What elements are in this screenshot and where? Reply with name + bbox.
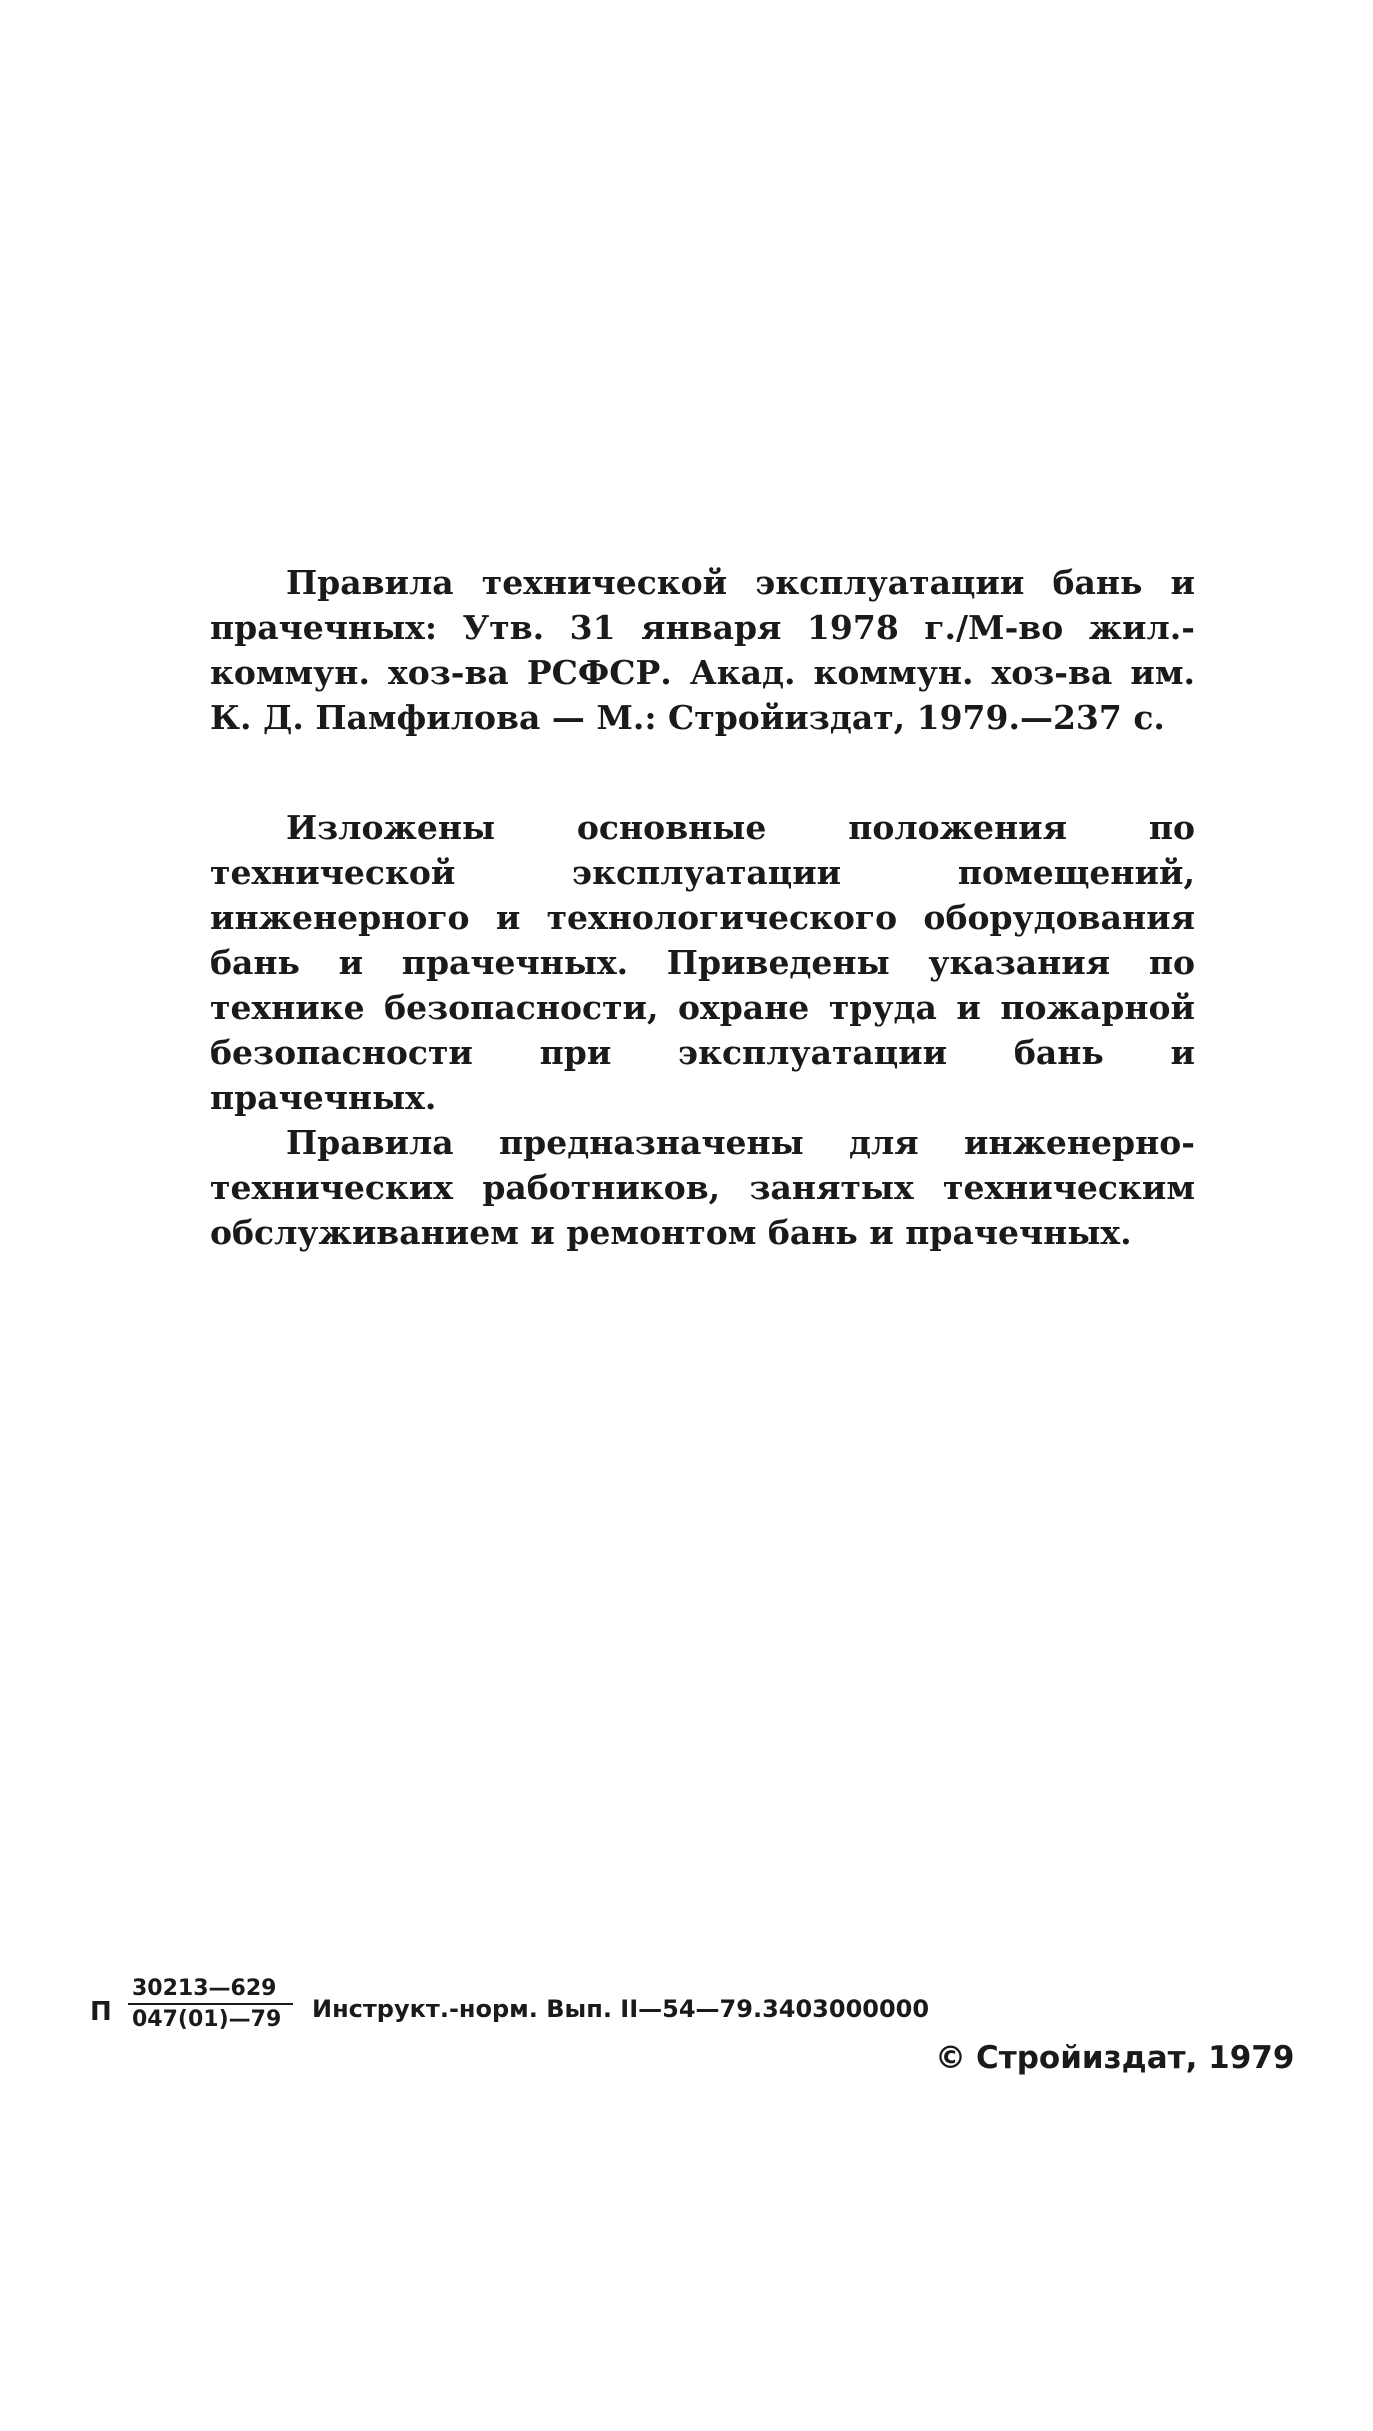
- copyright-holder-year: Стройиздат, 1979: [976, 2040, 1295, 2076]
- bibliographic-record-text: Правила технической эксплуатации бань и прачечных: Утв. 31 января 1978 г./М-во жил.-коммун. хоз-ва РСФСР. Акад. коммун. хоз-ва им. К. Д. Памфилова — М.: Стройиздат, 1979.—237 с.: [210, 563, 1195, 737]
- index-numerator: 30213—629: [128, 1975, 293, 2005]
- copyright-icon: ©: [935, 2040, 966, 2076]
- copyright-line: [935, 2040, 1294, 2076]
- bibliographic-record: [210, 560, 1195, 740]
- series-code: Инструкт.-норм. Вып. II—54—79.3403000000: [312, 1995, 930, 2023]
- publication-index: [90, 1975, 990, 2055]
- annotation-paragraph-2: Правила предназначены для инженерно-технических работников, занятых техническим обслуживанием и ремонтом бань и прачечных.: [210, 1123, 1195, 1252]
- annotation-paragraph-1: Изложены основные положения по технической эксплуатации помещений, инженерного и технологического оборудования бань и прачечных. Приведены указания по технике безопасности, охране труда и пожарной безопасности при эксплуатации бань и прачечных.: [210, 808, 1195, 1117]
- index-fraction: [128, 1975, 293, 2035]
- index-letter: П: [90, 1997, 112, 2027]
- annotation: [210, 805, 1195, 1255]
- index-denominator: 047(01)—79: [132, 2007, 282, 2032]
